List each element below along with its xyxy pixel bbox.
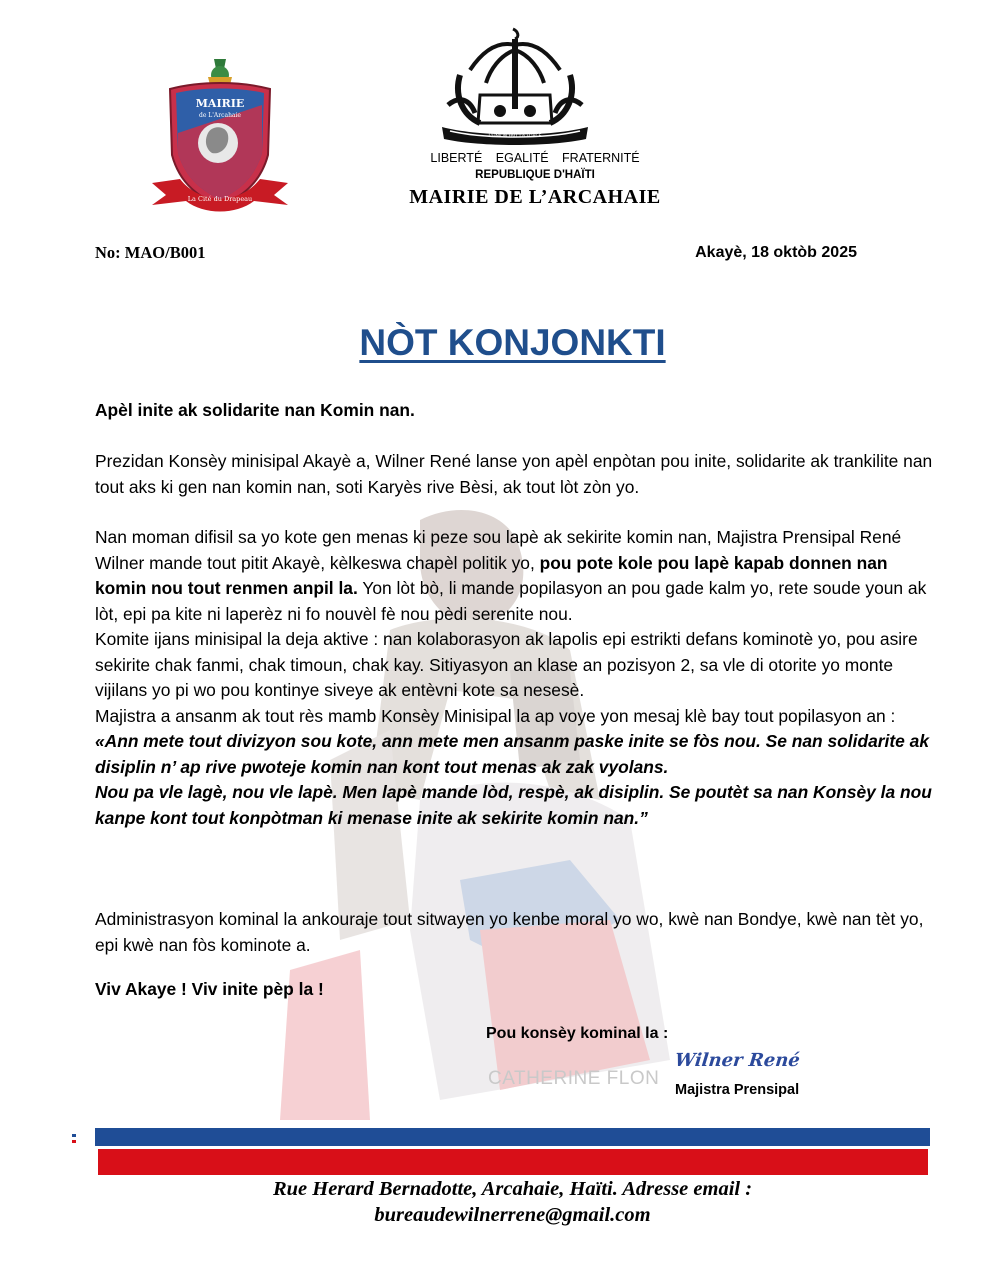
document-title bbox=[0, 322, 989, 364]
footer-red-bar bbox=[98, 1149, 928, 1175]
haiti-coat-of-arms bbox=[440, 25, 590, 145]
svg-text:de L'Arcahaie: de L'Arcahaie bbox=[199, 112, 241, 119]
closing-line: Viv Akaye ! Viv inite pèp la ! bbox=[95, 979, 324, 999]
quote-part-2: Nou pa vle lagè, nou vle lapè. Men lapè mande lòd, respè, ak disiplin. Se poutèt sa nan Konsèy la nou kanpe kont tout konpòtman ki menase inite ak sekirite komin nan.” bbox=[95, 782, 932, 828]
signature-handwritten: Wilner René bbox=[673, 1050, 801, 1071]
main-content bbox=[95, 525, 935, 831]
footer-address bbox=[0, 1176, 989, 1228]
paragraph-5: Administrasyon kominal la ankouraje tout sitwayen yo kenbe moral yo wo, kwè nan Bondye, kwè nan tèt yo, epi kwè nan fòs kominote a. bbox=[95, 909, 924, 955]
paragraph-2-emphasis: pou pote kole pou lapè kapab donnen nan komin nou tout renmen anpil la. bbox=[95, 552, 888, 598]
signature-role: Majistra Prensipal bbox=[675, 1082, 800, 1098]
quote-part-1: «Ann mete tout divizyon sou kote, ann mete men ansanm paske inite se fòs nou. Se nan solidarite ak disiplin n’ ap rive pwoteje komin nan kont tout menas ak zak vyolans. bbox=[95, 731, 929, 777]
republic-label: REPUBLIQUE D'HAÏTI bbox=[475, 169, 595, 181]
motto-fraternite: FRATERNITÉ bbox=[562, 151, 640, 165]
paragraph-1: Prezidan Konsèy minisipal Akayè a, Wilner René lanse yon apèl enpòtan pou inite, solidarite ak trankilite nan tout aks ki gen nan komin nan, soti Karyès rive Bèsi, ak tout lòt zòn yo. bbox=[95, 451, 933, 497]
footer-address-line: Rue Herard Bernadotte, Arcahaie, Haïti. Adresse email : bbox=[272, 1178, 753, 1200]
signature-lead: Pou konsèy kominal la : bbox=[486, 1025, 669, 1042]
motto-egalite: EGALITÉ bbox=[495, 151, 549, 165]
footer-blue-bar bbox=[95, 1128, 930, 1146]
decorative-dots bbox=[72, 1134, 76, 1144]
paragraph-4: Majistra a ansanm ak tout rès mamb Konsèy Minisipal la ap voye yon mesaj klè bay tout popilasyon an : bbox=[95, 705, 896, 726]
paragraph-2: Nan moman difisil sa yo kote gen menas ki peze sou lapè ak sekirite komin nan, Majistra Prensipal René Wilner mande tout pitit Akayè, kèlkeswa chapèl politik yo, pou pote kole pou lapè kapab donnen nan komin nou tout renmen anpil la. Yon lòt bò, li mande popilasyon an pou gade kalm yo, rete soude youn ak lòt, epi pa kite ni laperèz ni fo nouvèl fè nou pèdi serenite nou. bbox=[95, 527, 927, 624]
svg-text:MAIRIE: MAIRIE bbox=[195, 97, 245, 110]
paragraph-3: Komite ijans minisipal la deja aktive : nan kolaborasyon ak lapolis epi estrikti defans kominotè yo, pou asire sekirite chak fanmi, chak timoun, chak kay. Sitiyasyon an klase an pozisyon 2, sa vle di otorite yo monte vijilans yo pi wo pou kontinye siveye ak entèvni kote sa nesesè. bbox=[95, 629, 918, 700]
svg-text:L'UNION FAIT LA FORCE: L'UNION FAIT LA FORCE bbox=[488, 134, 542, 139]
title-text: NÒT KONJONKTI bbox=[359, 322, 666, 363]
document-number: No: MAO/B001 bbox=[95, 243, 206, 262]
motto-liberte: LIBERTÉ bbox=[430, 151, 483, 165]
watermark-caption: CATHERINE FLON bbox=[488, 1068, 660, 1089]
footer-email: bureaudewilnerrene@gmail.com bbox=[374, 1204, 651, 1226]
heading-text: Apèl inite ak solidarite nan Komin nan. bbox=[95, 400, 415, 420]
document-date: Akayè, 18 oktòb 2025 bbox=[695, 244, 857, 261]
svg-text:La Cité du Drapeau: La Cité du Drapeau bbox=[187, 195, 253, 203]
mairie-arcahaie-logo bbox=[150, 55, 290, 215]
body-heading bbox=[95, 398, 935, 424]
national-motto bbox=[380, 151, 690, 165]
mairie-title: MAIRIE DE L’ARCAHAIE bbox=[409, 186, 661, 208]
